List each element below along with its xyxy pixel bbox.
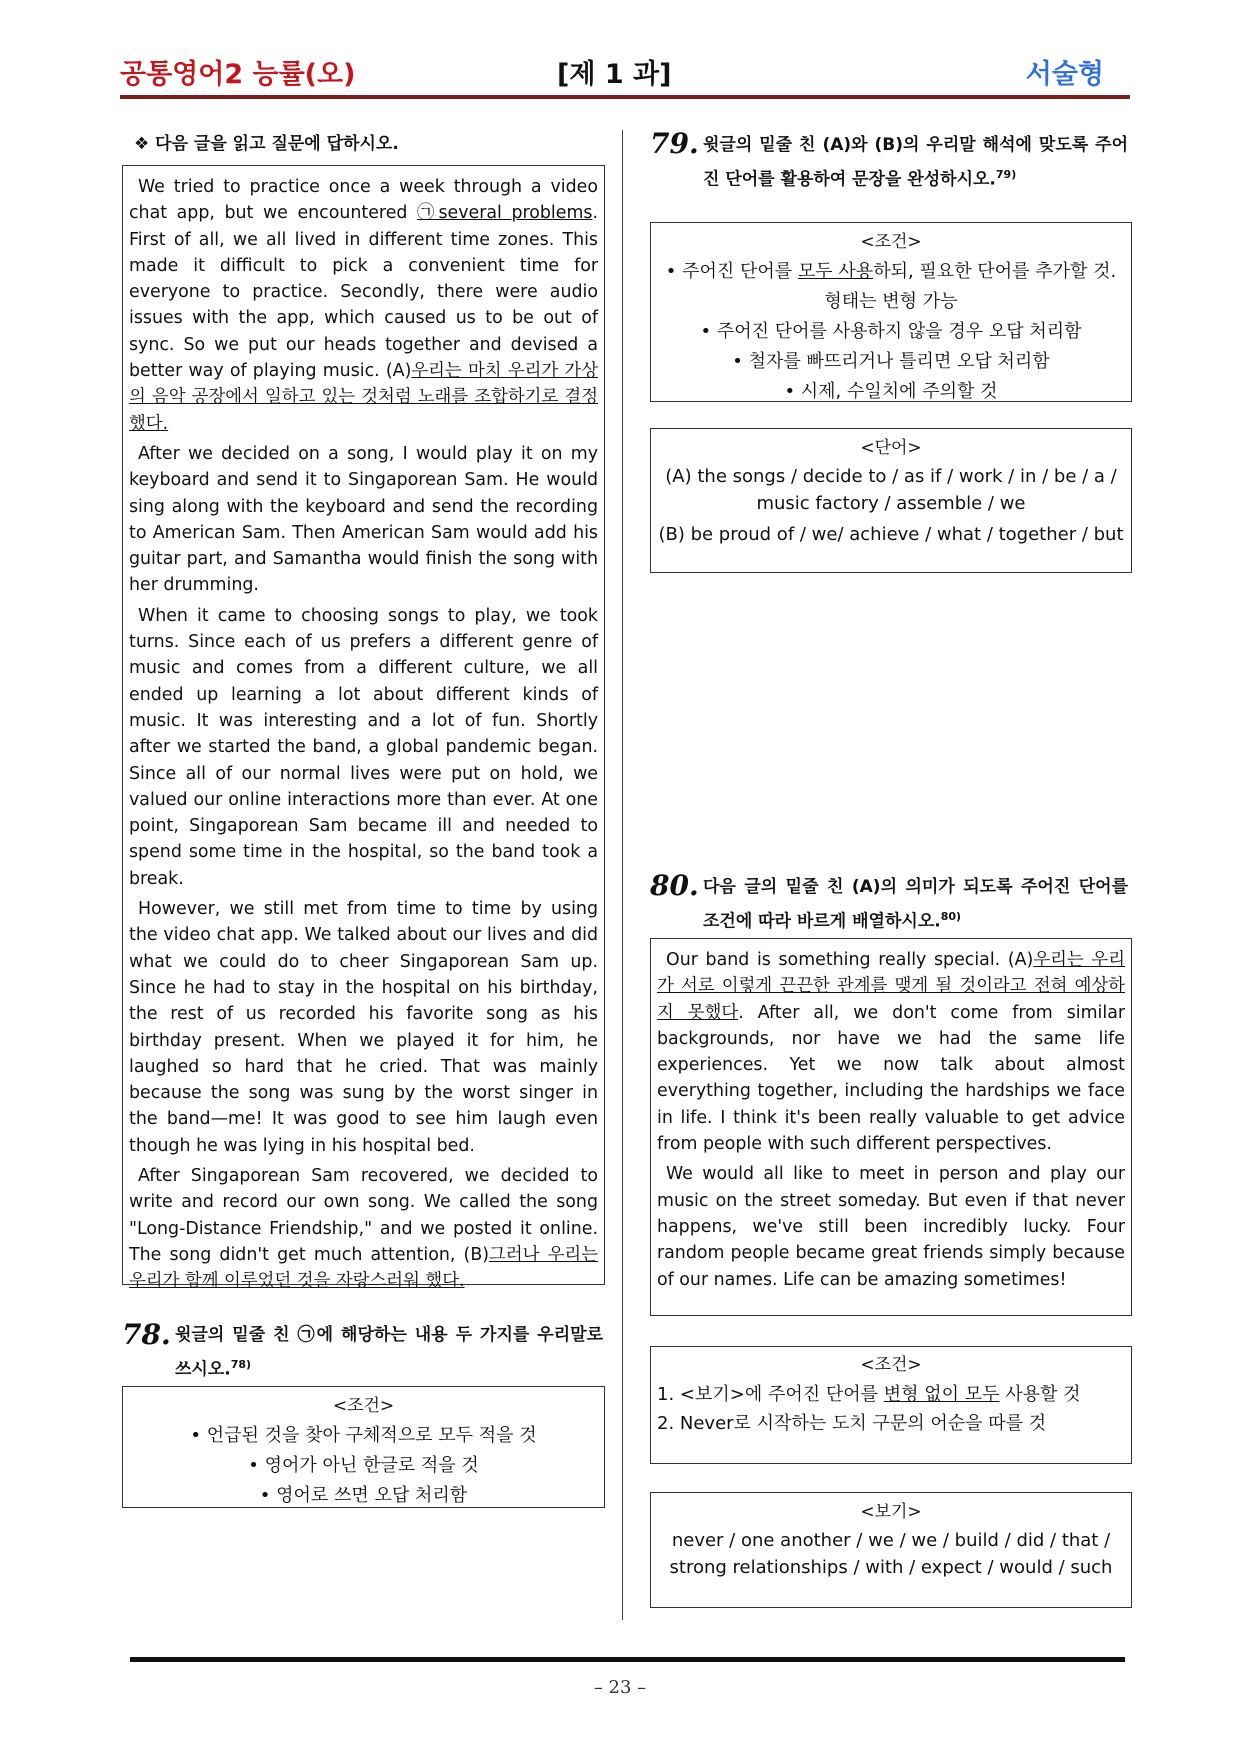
condition-item: • 주어진 단어를 사용하지 않을 경우 오답 처리함 — [700, 321, 1082, 342]
underlined-phrase: 우리는 우리가 서로 이렇게 끈끈한 관계를 맺게 될 것이라고 전혀 예상하지 못했다 — [657, 950, 1125, 1023]
passage-paragraph: After we decided on a song, I would play it on my keyboard and send it to Singaporean Sam. He would sing along with the keyboard and send the recording to American Sam. Then American Sam would add his guitar part, and Samantha would finish the song with her drumming. — [129, 443, 598, 596]
condition-item: • 시제, 수일치에 주의할 것 — [784, 381, 998, 402]
question-text: 윗글의 밑줄 친 (A)와 (B)의 우리말 해석에 맞도록 주어진 단어를 활용하여 문장을 완성하시오.$^{79)}$ — [703, 135, 1128, 190]
condition-item: 2. Never로 시작하는 도치 구문의 어순을 따를 것 — [657, 1413, 1047, 1434]
word-bank-a: (A) the songs / decide to / as if / work / in / be / a / music factory / assemble / we — [665, 466, 1117, 514]
condition-item: 1. <보기>에 주어진 단어를 변형 없이 모두 사용할 것 — [657, 1384, 1081, 1405]
lesson-title: [제 1 과] — [557, 59, 672, 90]
underlined-phrase: 우리는 마치 우리가 가상의 음악 공장에서 일하고 있는 것처럼 노래를 조합하기로 결정 했다. — [129, 361, 598, 434]
condition-item: • 철자를 빠뜨리거나 틀리면 오답 처리함 — [732, 351, 1050, 372]
header-rule — [120, 95, 1130, 99]
subject-title: 공통영어2 능률(오) — [120, 59, 356, 90]
underlined-phrase: 그러나 우리는 우리가 함께 이루었던 것을 자랑스러워 했다. — [129, 1244, 599, 1292]
condition-item: • 주어진 단어를 모두 사용하되, 필요한 단어를 추가할 것. 형태는 변형 가능 — [665, 261, 1117, 312]
footer-rule — [130, 1657, 1125, 1662]
condition-item: • 영어가 아닌 한글로 적을 것 — [248, 1455, 479, 1476]
example-words: never / one another / we / we / build / did / that / strong relationships / with / expect / would / such — [669, 1530, 1113, 1578]
conditions-box — [650, 1346, 1132, 1464]
page-number: – 23 – — [593, 1677, 647, 1698]
passage-paragraph: When it came to choosing songs to play, we took turns. Since each of us prefers a different genre of music and comes from a different culture, we all ended up learning a lot about different kinds of music. It was interesting and a lot of fun. Shortly after we started the band, a global pandemic began. Since all of our normal lives were put on hold, we valued our online interactions more than ever. At one point, Singaporean Sam became ill and needed to spend some time in the hospital, so the band took a break. — [129, 605, 598, 889]
passage-paragraph: We tried to practice once a week through a video chat app, but we encountered ㉠several problems. First of all, we all lived in different time zones. This made it difficult to pick a convenient time for everyone to practice. Secondly, there were audio issues with the app, which caused us to be out of sync. So we put our heads together and devised a better way of playing music. (A)우리는 마치 우리가 가상의 음악 공장에서 일하고 있는 것처럼 노래를 조합하기로 결정 했다. — [129, 177, 598, 434]
conditions-title: <조건> — [860, 232, 922, 252]
passage-paragraph: After Singaporean Sam recovered, we decided to write and record our own song. We called the song "Long-Distance Friendship," and we posted it online. The song didn't get much attention, (B)그러나 우리는 우리가 함께 이루었던 것을 자랑스러워 했다. — [129, 1165, 599, 1292]
word-bank-b: (B) be proud of / we/ achieve / what / together / but — [658, 524, 1124, 545]
question-number: 79. — [650, 127, 699, 160]
conditions-title: <조건> — [332, 1396, 395, 1416]
question-number: 80. — [650, 869, 699, 902]
passage-paragraph: We would all like to meet in person and play our music on the street someday. But even if that never happens, we've still been incredibly lucky. Four random people became great friends simply because of our names. Life can be amazing sometimes! — [657, 1164, 1125, 1290]
underlined-phrase: ㉠several problems — [417, 203, 593, 224]
passage-paragraph: Our band is something really special. (A)우리는 우리가 서로 이렇게 끈끈한 관계를 맺게 될 것이라고 전혀 예상하지 못했다. After all, we don't come from similar backgrounds, nor have we had the same life experiences. Yet we now talk about almost everything together, including the hardships we face in life. I think it's been really valuable to get advice from people with such different perspectives. — [657, 950, 1126, 1155]
example-box — [650, 1492, 1132, 1608]
question-number: 78. — [122, 1318, 171, 1351]
condition-item: • 언급된 것을 찾아 구체적으로 모두 적을 것 — [190, 1425, 537, 1446]
passage-paragraph: However, we still met from time to time by using the video chat app. We talked about our lives and did what we could do to cheer Singaporean Sam up. Since he had to stay in the hospital on his birthday, the rest of us recorded his favorite song as his birthday present. When we played it for him, he laughed so hard that he cried. That was mainly because the song was sung by the worst singer in the band—me! It was good to see him laugh even though he was lying in his hospital bed. — [129, 899, 598, 1156]
section-label: 서술형 — [1025, 59, 1104, 90]
reading-passage — [650, 938, 1132, 1316]
conditions-title: <조건> — [860, 1355, 922, 1375]
question-text: 다음 글의 밑줄 친 (A)의 의미가 되도록 주어진 단어를 조건에 따라 바르게 배열하시오.$^{80)}$ — [703, 877, 1128, 932]
example-title: <보기> — [860, 1502, 922, 1522]
conditions-box — [650, 222, 1132, 402]
question-text: 윗글의 밑줄 친 ㉠에 해당하는 내용 두 가지를 우리말로 쓰시오.$^{78)}$ — [175, 1325, 603, 1380]
condition-item: • 영어로 쓰면 오답 처리함 — [259, 1485, 468, 1506]
conditions-box — [122, 1386, 605, 1508]
instruction: ❖ 다음 글을 읽고 질문에 답하시오. — [134, 134, 399, 154]
reading-passage — [122, 165, 605, 1292]
word-bank-title: <단어> — [860, 438, 922, 458]
column-divider — [622, 130, 623, 1620]
word-bank-box — [650, 428, 1132, 573]
